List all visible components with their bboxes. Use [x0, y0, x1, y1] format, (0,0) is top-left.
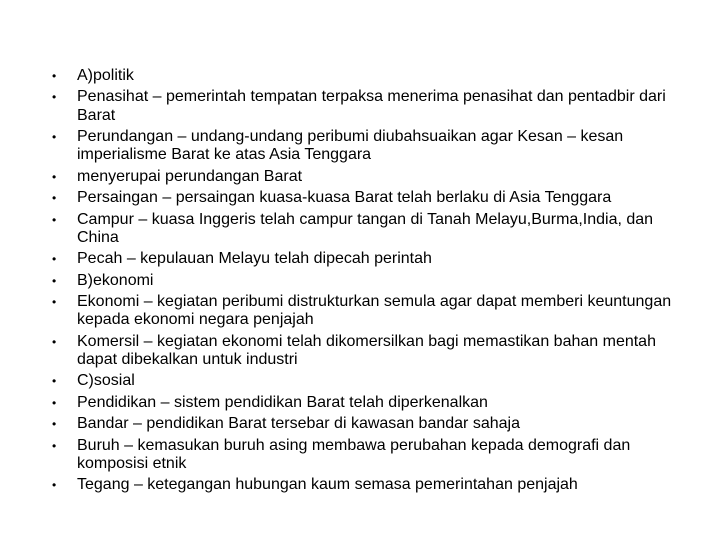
list-item: [52, 372, 692, 390]
bullet-marker: •: [52, 438, 57, 453]
list-item-text: C)sosial: [77, 372, 135, 390]
bullet-marker: •: [52, 191, 57, 206]
bullet-marker: •: [52, 417, 57, 432]
list-item: [52, 250, 692, 268]
list-item-text: Persaingan – persaingan kuasa-kuasa Barat telah berlaku di Asia Tenggara: [77, 189, 612, 207]
list-item-text: Bandar – pendidikan Barat tersebar di kawasan bandar sahaja: [77, 415, 520, 433]
bullet-marker: •: [52, 478, 57, 493]
list-item-text: Pendidikan – sistem pendidikan Barat telah diperkenalkan: [77, 393, 488, 411]
list-item-text: Penasihat – pemerintah tempatan terpaksa menerima penasihat dan pentadbir dari Barat: [77, 88, 666, 124]
list-item-text: Pecah – kepulauan Melayu telah dipecah perintah: [77, 250, 432, 268]
list-item-text: Perundangan – undang-undang peribumi diubahsuaikan agar Kesan – kesan imperialisme Barat ke atas Asia Tenggara: [77, 128, 624, 164]
bullet-list: [52, 67, 692, 498]
bullet-marker: •: [52, 130, 57, 145]
list-item-text: A)politik: [77, 67, 134, 84]
bullet-marker: •: [52, 295, 57, 310]
list-item: [52, 476, 692, 494]
list-item: [52, 394, 692, 412]
list-item: [52, 128, 692, 165]
bullet-marker: •: [52, 69, 57, 83]
list-item-text: Tegang – ketegangan hubungan kaum semasa pemerintahan penjajah: [77, 476, 578, 494]
bullet-marker: •: [52, 273, 57, 288]
list-item-text: Ekonomi – kegiatan peribumi distrukturkan semula agar dapat memberi keuntungan kepada ekonomi negara penjajah: [77, 293, 672, 329]
list-item: [52, 333, 692, 370]
list-item: [52, 88, 692, 125]
list-item-text: Campur – kuasa Inggeris telah campur tangan di Tanah Melayu,Burma,India, dan China: [77, 210, 654, 246]
bullet-marker: •: [52, 169, 57, 184]
list-item: [52, 293, 692, 330]
list-item: [52, 272, 692, 290]
list-item-text: B)ekonomi: [77, 271, 154, 289]
bullet-marker: •: [52, 252, 57, 267]
list-item: [52, 437, 692, 474]
list-item: [52, 168, 692, 186]
bullet-marker: •: [52, 334, 57, 349]
bullet-marker: •: [52, 212, 57, 227]
list-item: [52, 211, 692, 248]
list-item-text: menyerupai perundangan Barat: [77, 167, 303, 185]
bullet-marker: •: [52, 374, 57, 389]
list-item-text: Buruh – kemasukan buruh asing membawa perubahan kepada demografi dan komposisi etnik: [77, 436, 631, 472]
list-item: [52, 67, 692, 85]
bullet-marker: •: [52, 395, 57, 410]
list-item: [52, 189, 692, 207]
bullet-marker: •: [52, 90, 57, 105]
list-item-text: Komersil – kegiatan ekonomi telah dikomersilkan bagi memastikan bahan mentah dapat dibekalkan untuk industri: [77, 332, 656, 368]
list-item: [52, 415, 692, 433]
